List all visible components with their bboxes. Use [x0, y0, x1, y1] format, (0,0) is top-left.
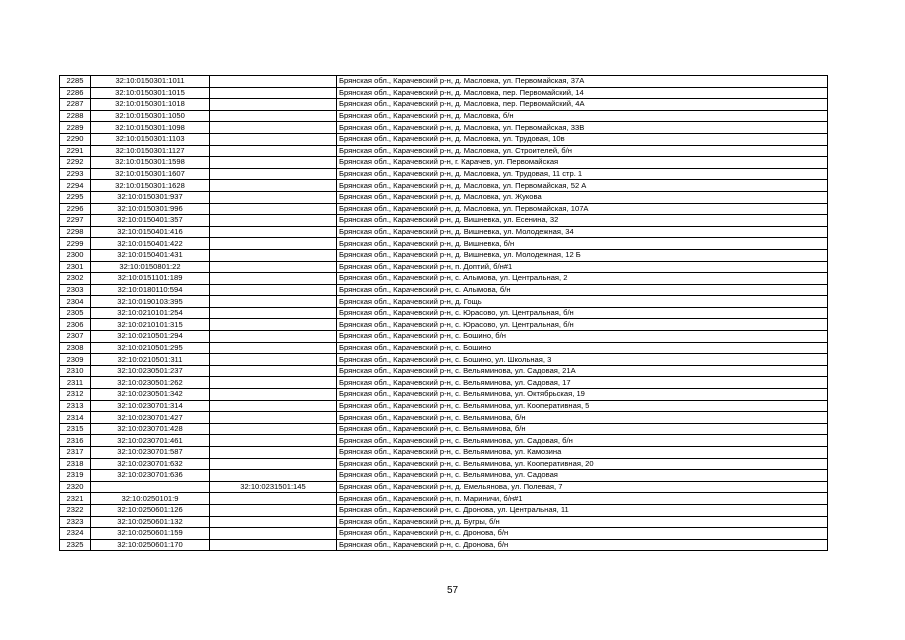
- row-number-cell: 2288: [60, 110, 91, 122]
- address-cell: Брянская обл., Карачевский р-н, п. Доптий, б/н#1: [337, 261, 828, 273]
- address-cell: Брянская обл., Карачевский р-н, с. Бошино: [337, 342, 828, 354]
- address-cell: Брянская обл., Карачевский р-н, д. Емельянова, ул. Полевая, 7: [337, 481, 828, 493]
- table-row: [60, 296, 828, 308]
- table-row: [60, 504, 828, 516]
- cadastral-number-cell: 32:10:0230701:587: [91, 447, 210, 459]
- cadastral-number-alt-cell: [210, 493, 337, 505]
- address-cell: Брянская обл., Карачевский р-н, с. Вельяминова, б/н: [337, 412, 828, 424]
- cadastral-number-cell: 32:10:0230701:428: [91, 423, 210, 435]
- address-cell: Брянская обл., Карачевский р-н, д. Бугры, б/н: [337, 516, 828, 528]
- address-cell: Брянская обл., Карачевский р-н, д. Масловка, ул. Трудовая, 10в: [337, 133, 828, 145]
- row-number-cell: 2310: [60, 365, 91, 377]
- table-row: [60, 423, 828, 435]
- cadastral-number-cell: 32:10:0210501:295: [91, 342, 210, 354]
- table-row: [60, 481, 828, 493]
- cadastral-number-alt-cell: [210, 273, 337, 285]
- address-cell: Брянская обл., Карачевский р-н, с. Дронова, б/н: [337, 539, 828, 551]
- page-number: 57: [446, 585, 459, 596]
- cadastral-number-alt-cell: [210, 284, 337, 296]
- cadastral-number-cell: 32:10:0150301:1011: [91, 76, 210, 88]
- table-row: [60, 133, 828, 145]
- cadastral-number-cell: 32:10:0250101:9: [91, 493, 210, 505]
- cadastral-number-alt-cell: [210, 145, 337, 157]
- table-row: [60, 110, 828, 122]
- row-number-cell: 2311: [60, 377, 91, 389]
- cadastral-number-alt-cell: [210, 215, 337, 227]
- row-number-cell: 2322: [60, 504, 91, 516]
- table-row: [60, 180, 828, 192]
- address-cell: Брянская обл., Карачевский р-н, с. Вельяминова, ул. Садовая, б/н: [337, 435, 828, 447]
- address-cell: Брянская обл., Карачевский р-н, с. Вельяминова, ул. Кооперативная, 20: [337, 458, 828, 470]
- registry-table: [59, 75, 828, 551]
- address-cell: Брянская обл., Карачевский р-н, д. Масловка, пер. Первомайский, 14: [337, 87, 828, 99]
- row-number-cell: 2308: [60, 342, 91, 354]
- cadastral-number-alt-cell: [210, 319, 337, 331]
- cadastral-number-alt-cell: [210, 435, 337, 447]
- cadastral-number-cell: 32:10:0250601:159: [91, 528, 210, 540]
- cadastral-number-cell: 32:10:0230701:314: [91, 400, 210, 412]
- row-number-cell: 2313: [60, 400, 91, 412]
- address-cell: Брянская обл., Карачевский р-н, д. Вишневка, ул. Молодежная, 12 Б: [337, 249, 828, 261]
- table-row: [60, 447, 828, 459]
- cadastral-number-alt-cell: [210, 412, 337, 424]
- row-number-cell: 2297: [60, 215, 91, 227]
- row-number-cell: 2321: [60, 493, 91, 505]
- cadastral-number-cell: 32:10:0250601:126: [91, 504, 210, 516]
- cadastral-number-alt-cell: [210, 354, 337, 366]
- cadastral-number-alt-cell: [210, 180, 337, 192]
- row-number-cell: 2318: [60, 458, 91, 470]
- row-number-cell: 2305: [60, 307, 91, 319]
- row-number-cell: 2312: [60, 389, 91, 401]
- table-row: [60, 191, 828, 203]
- row-number-cell: 2315: [60, 423, 91, 435]
- row-number-cell: 2317: [60, 447, 91, 459]
- address-cell: Брянская обл., Карачевский р-н, с. Бошино, б/н: [337, 331, 828, 343]
- cadastral-number-alt-cell: [210, 76, 337, 88]
- cadastral-number-alt-cell: [210, 389, 337, 401]
- cadastral-number-cell: 32:10:0210101:315: [91, 319, 210, 331]
- address-cell: Брянская обл., Карачевский р-н, д. Вишневка, ул. Есенина, 32: [337, 215, 828, 227]
- table-row: [60, 331, 828, 343]
- address-cell: Брянская обл., Карачевский р-н, д. Масловка, пер. Первомайский, 4А: [337, 99, 828, 111]
- table-row: [60, 528, 828, 540]
- table-row: [60, 145, 828, 157]
- address-cell: Брянская обл., Карачевский р-н, с. Вельяминова, б/н: [337, 423, 828, 435]
- cadastral-number-cell: 32:10:0150301:937: [91, 191, 210, 203]
- cadastral-number-alt-cell: [210, 122, 337, 134]
- row-number-cell: 2300: [60, 249, 91, 261]
- cadastral-number-cell: 32:10:0150401:431: [91, 249, 210, 261]
- address-cell: Брянская обл., Карачевский р-н, с. Вельяминова, ул. Садовая, 21А: [337, 365, 828, 377]
- table-row: [60, 342, 828, 354]
- address-cell: Брянская обл., Карачевский р-н, с. Дронова, б/н: [337, 528, 828, 540]
- row-number-cell: 2286: [60, 87, 91, 99]
- cadastral-number-cell: 32:10:0230501:342: [91, 389, 210, 401]
- cadastral-number-alt-cell: [210, 238, 337, 250]
- cadastral-number-cell: 32:10:0250601:170: [91, 539, 210, 551]
- address-cell: Брянская обл., Карачевский р-н, с. Юрасово, ул. Центральная, б/н: [337, 307, 828, 319]
- cadastral-number-cell: 32:10:0150301:1018: [91, 99, 210, 111]
- row-number-cell: 2296: [60, 203, 91, 215]
- cadastral-number-cell: 32:10:0151101:189: [91, 273, 210, 285]
- address-cell: Брянская обл., Карачевский р-н, п. Мариничи, б/н#1: [337, 493, 828, 505]
- row-number-cell: 2299: [60, 238, 91, 250]
- address-cell: Брянская обл., Карачевский р-н, с. Дронова, ул. Центральная, 11: [337, 504, 828, 516]
- cadastral-number-cell: 32:10:0150301:996: [91, 203, 210, 215]
- cadastral-number-alt-cell: [210, 528, 337, 540]
- row-number-cell: 2285: [60, 76, 91, 88]
- cadastral-number-cell: 32:10:0150301:1098: [91, 122, 210, 134]
- table-row: [60, 539, 828, 551]
- row-number-cell: 2302: [60, 273, 91, 285]
- table-row: [60, 122, 828, 134]
- table-row: [60, 215, 828, 227]
- cadastral-number-alt-cell: [210, 296, 337, 308]
- table-row: [60, 377, 828, 389]
- address-cell: Брянская обл., Карачевский р-н, д. Гощь: [337, 296, 828, 308]
- cadastral-number-cell: 32:10:0150401:422: [91, 238, 210, 250]
- row-number-cell: 2319: [60, 470, 91, 482]
- table-row: [60, 412, 828, 424]
- registry-table-body: [60, 76, 828, 551]
- cadastral-number-alt-cell: [210, 377, 337, 389]
- cadastral-number-alt-cell: [210, 539, 337, 551]
- cadastral-number-alt-cell: 32:10:0231501:145: [210, 481, 337, 493]
- cadastral-number-cell: 32:10:0180110:594: [91, 284, 210, 296]
- row-number-cell: 2295: [60, 191, 91, 203]
- address-cell: Брянская обл., Карачевский р-н, с. Вельяминова, ул. Октябрьская, 19: [337, 389, 828, 401]
- cadastral-number-cell: 32:10:0150301:1015: [91, 87, 210, 99]
- cadastral-number-alt-cell: [210, 226, 337, 238]
- row-number-cell: 2304: [60, 296, 91, 308]
- table-row: [60, 249, 828, 261]
- address-cell: Брянская обл., Карачевский р-н, с. Бошино, ул. Школьная, 3: [337, 354, 828, 366]
- cadastral-number-alt-cell: [210, 203, 337, 215]
- cadastral-number-alt-cell: [210, 516, 337, 528]
- row-number-cell: 2291: [60, 145, 91, 157]
- cadastral-number-alt-cell: [210, 365, 337, 377]
- address-cell: Брянская обл., Карачевский р-н, д. Масловка, б/н: [337, 110, 828, 122]
- cadastral-number-alt-cell: [210, 191, 337, 203]
- cadastral-number-cell: 32:10:0210101:254: [91, 307, 210, 319]
- address-cell: Брянская обл., Карачевский р-н, д. Масловка, ул. Строителей, б/н: [337, 145, 828, 157]
- row-number-cell: 2292: [60, 157, 91, 169]
- cadastral-number-alt-cell: [210, 87, 337, 99]
- row-number-cell: 2324: [60, 528, 91, 540]
- row-number-cell: 2294: [60, 180, 91, 192]
- row-number-cell: 2306: [60, 319, 91, 331]
- table-row: [60, 168, 828, 180]
- row-number-cell: 2289: [60, 122, 91, 134]
- cadastral-number-alt-cell: [210, 249, 337, 261]
- cadastral-number-alt-cell: [210, 342, 337, 354]
- row-number-cell: 2307: [60, 331, 91, 343]
- row-number-cell: 2303: [60, 284, 91, 296]
- table-row: [60, 284, 828, 296]
- cadastral-number-alt-cell: [210, 504, 337, 516]
- table-row: [60, 435, 828, 447]
- cadastral-number-cell: 32:10:0150301:1628: [91, 180, 210, 192]
- cadastral-number-alt-cell: [210, 307, 337, 319]
- cadastral-number-alt-cell: [210, 470, 337, 482]
- cadastral-number-alt-cell: [210, 133, 337, 145]
- cadastral-number-cell: 32:10:0210501:294: [91, 331, 210, 343]
- row-number-cell: 2325: [60, 539, 91, 551]
- cadastral-number-cell: 32:10:0150301:1050: [91, 110, 210, 122]
- cadastral-number-alt-cell: [210, 400, 337, 412]
- cadastral-number-cell: 32:10:0230701:632: [91, 458, 210, 470]
- cadastral-number-alt-cell: [210, 99, 337, 111]
- address-cell: Брянская обл., Карачевский р-н, г. Карачев, ул. Первомайская: [337, 157, 828, 169]
- table-row: [60, 354, 828, 366]
- cadastral-number-cell: 32:10:0250601:132: [91, 516, 210, 528]
- cadastral-number-cell: 32:10:0190103:395: [91, 296, 210, 308]
- address-cell: Брянская обл., Карачевский р-н, с. Вельяминова, ул. Садовая, 17: [337, 377, 828, 389]
- table-row: [60, 76, 828, 88]
- row-number-cell: 2314: [60, 412, 91, 424]
- cadastral-number-cell: 32:10:0230501:262: [91, 377, 210, 389]
- row-number-cell: 2309: [60, 354, 91, 366]
- table-row: [60, 307, 828, 319]
- address-cell: Брянская обл., Карачевский р-н, д. Масловка, ул. Первомайская, 52 А: [337, 180, 828, 192]
- cadastral-number-alt-cell: [210, 331, 337, 343]
- address-cell: Брянская обл., Карачевский р-н, с. Вельяминова, ул. Садовая: [337, 470, 828, 482]
- address-cell: Брянская обл., Карачевский р-н, с. Вельяминова, ул. Кооперативная, 5: [337, 400, 828, 412]
- address-cell: Брянская обл., Карачевский р-н, д. Масловка, ул. Первомайская, 37А: [337, 76, 828, 88]
- table-row: [60, 273, 828, 285]
- address-cell: Брянская обл., Карачевский р-н, с. Алымова, б/н: [337, 284, 828, 296]
- cadastral-number-alt-cell: [210, 261, 337, 273]
- table-row: [60, 516, 828, 528]
- address-cell: Брянская обл., Карачевский р-н, д. Масловка, ул. Жукова: [337, 191, 828, 203]
- cadastral-number-cell: 32:10:0150401:357: [91, 215, 210, 227]
- address-cell: Брянская обл., Карачевский р-н, д. Масловка, ул. Первомайская, 33В: [337, 122, 828, 134]
- row-number-cell: 2290: [60, 133, 91, 145]
- table-row: [60, 400, 828, 412]
- address-cell: Брянская обл., Карачевский р-н, с. Вельяминова, ул. Камозина: [337, 447, 828, 459]
- cadastral-number-cell: 32:10:0230501:237: [91, 365, 210, 377]
- cadastral-number-cell: 32:10:0150301:1127: [91, 145, 210, 157]
- table-row: [60, 458, 828, 470]
- cadastral-number-cell: 32:10:0150801:22: [91, 261, 210, 273]
- table-row: [60, 226, 828, 238]
- address-cell: Брянская обл., Карачевский р-н, с. Алымова, ул. Центральная, 2: [337, 273, 828, 285]
- table-row: [60, 389, 828, 401]
- row-number-cell: 2301: [60, 261, 91, 273]
- cadastral-number-cell: 32:10:0210501:311: [91, 354, 210, 366]
- cadastral-number-cell: 32:10:0150301:1103: [91, 133, 210, 145]
- address-cell: Брянская обл., Карачевский р-н, д. Масловка, ул. Первомайская, 107А: [337, 203, 828, 215]
- cadastral-number-cell: 32:10:0230701:636: [91, 470, 210, 482]
- cadastral-number-alt-cell: [210, 157, 337, 169]
- table-row: [60, 99, 828, 111]
- row-number-cell: 2298: [60, 226, 91, 238]
- row-number-cell: 2320: [60, 481, 91, 493]
- row-number-cell: 2287: [60, 99, 91, 111]
- table-row: [60, 470, 828, 482]
- row-number-cell: 2316: [60, 435, 91, 447]
- cadastral-number-cell: 32:10:0150401:416: [91, 226, 210, 238]
- cadastral-number-alt-cell: [210, 458, 337, 470]
- cadastral-number-alt-cell: [210, 447, 337, 459]
- row-number-cell: 2293: [60, 168, 91, 180]
- cadastral-number-cell: 32:10:0150301:1598: [91, 157, 210, 169]
- address-cell: Брянская обл., Карачевский р-н, д. Вишневка, б/н: [337, 238, 828, 250]
- cadastral-number-alt-cell: [210, 110, 337, 122]
- cadastral-number-cell: [91, 481, 210, 493]
- address-cell: Брянская обл., Карачевский р-н, д. Масловка, ул. Трудовая, 11 стр. 1: [337, 168, 828, 180]
- table-row: [60, 87, 828, 99]
- table-row: [60, 319, 828, 331]
- address-cell: Брянская обл., Карачевский р-н, д. Вишневка, ул. Молодежная, 34: [337, 226, 828, 238]
- cadastral-number-alt-cell: [210, 168, 337, 180]
- cadastral-number-cell: 32:10:0230701:427: [91, 412, 210, 424]
- address-cell: Брянская обл., Карачевский р-н, с. Юрасово, ул. Центральная, б/н: [337, 319, 828, 331]
- cadastral-number-cell: 32:10:0230701:461: [91, 435, 210, 447]
- table-row: [60, 493, 828, 505]
- table-row: [60, 203, 828, 215]
- table-row: [60, 238, 828, 250]
- table-row: [60, 261, 828, 273]
- cadastral-number-cell: 32:10:0150301:1607: [91, 168, 210, 180]
- table-row: [60, 365, 828, 377]
- table-row: [60, 157, 828, 169]
- row-number-cell: 2323: [60, 516, 91, 528]
- cadastral-number-alt-cell: [210, 423, 337, 435]
